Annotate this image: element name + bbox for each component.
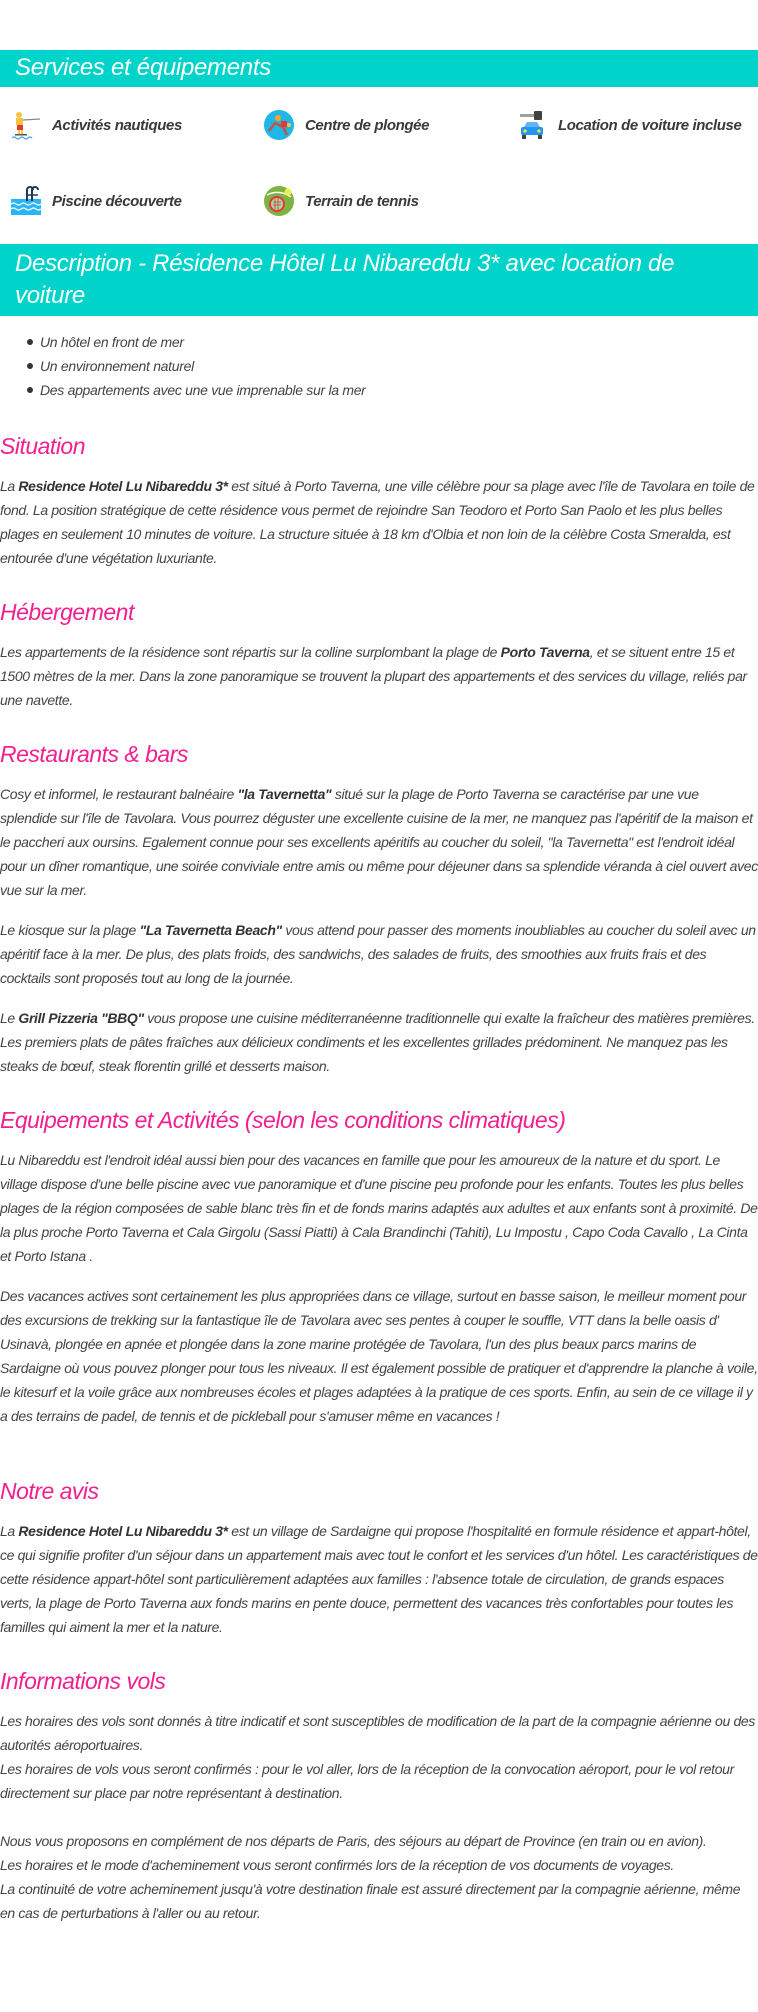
service-item-tennis	[263, 185, 516, 217]
hotel-name: Residence Hotel Lu Nibareddu 3*	[18, 1523, 228, 1539]
services-header: Services et équipements	[0, 50, 758, 87]
car-key-icon	[516, 109, 548, 141]
service-label: Piscine découverte	[52, 192, 182, 210]
pool-icon	[10, 185, 42, 217]
highlights-list	[0, 330, 758, 402]
equipements-text-1: Lu Nibareddu est l'endroit idéal aussi bien pour des vacances en famille que pour les amoureux de la nature et du sport. Le village dispose d'une belle piscine avec vue panoramique et d'une piscine peu profonde pour les enfants. Toutes les plus belles plages de la région composées de sable blanc très fin et de fonds marins adaptés aux adultes et aux enfants sont à proximité. De la plus proche Porto Taverna et Cala Girgolu (Sassi Piatti) à Cala Brandinchi (Tahiti), Lu Impostu , Capo Coda Cavallo , La Cinta et Porto Istana .	[0, 1152, 758, 1264]
water-ski-icon	[10, 109, 42, 141]
text: situé sur la plage de Porto Taverna se caractérise par une vue splendide sur l'île de Tavolara. Vous pourrez déguster une excellente cuisine de la mer, ne manquez pas l'apéritif de la maison et le paccheri aux oursins. Egalement connue pour ses excellents apéritifs au coucher du soleil, "la Tavernetta" est l'endroit idéal pour un dîner romantique, une soirée conviviale entre amis ou même pour déjeuner dans sa splendide véranda à ciel ouvert avec vue sur la mer.	[0, 786, 758, 898]
text: est un village de Sardaigne qui propose l'hospitalité en formule résidence et appart-hôtel, ce qui signifie profiter d'un séjour dans un appartement mais avec tout le confort et les services d'un hôtel. Les caractéristiques de cette résidence appart-hôtel sont particulièrement adaptées aux familles : l'absence totale de circulation, de grands espaces verts, la plage de Porto Taverna aux fonds marins en pente douce, permettent des vacances très confortables pour toutes les familles qui aiment la mer et la nature.	[0, 1523, 758, 1635]
service-label: Centre de plongée	[305, 116, 430, 134]
text: La	[0, 1523, 19, 1539]
avis-text	[0, 1519, 758, 1639]
text: Les appartements de la résidence sont répartis sur la colline surplombant la plage de	[0, 644, 501, 660]
place-name: Porto Taverna	[500, 644, 590, 660]
kiosk-name: "La Tavernetta Beach"	[139, 922, 282, 938]
restaurants-text-2	[0, 918, 758, 990]
section-title-avis: Notre avis	[0, 1478, 99, 1504]
service-item-water-sports	[10, 109, 263, 141]
vols-text-2: Les horaires de vols vous seront confirmés : pour le vol aller, lors de la réception de la convocation aéroport, pour le vol retour directement sur place par notre représentant à destination.	[0, 1761, 734, 1801]
list-item: Un environnement naturel	[40, 354, 758, 378]
text: Cosy et informel, le restaurant balnéaire	[0, 786, 238, 802]
equipements-text-2: Des vacances actives sont certainement les plus appropriées dans ce village, surtout en basse saison, le meilleur moment pour des excursions de trekking sur la fantastique île de Tavolara avec ses pentes à couper le souffle, VTT dans la belle oasis d' Usinavà, plongée en apnée et plongée dans la zone marine protégée de Tavolara, l'un des plus beaux parcs marins de Sardaigne où vous pouvez plonger pour tous les niveaux. Il est également possible de pratiquer et d'apprendre la planche à voile, le kitesurf et la voile grâce aux nombreuses écoles et plages adaptées à la pratique de ces sports. Enfin, au sein de ce village il y a des terrains de padel, de tennis et de pickleball pour s'amuser même en vacances !	[0, 1288, 758, 1424]
service-item-car-rental	[516, 109, 758, 141]
text: Le	[0, 1010, 19, 1026]
section-title-vols: Informations vols	[0, 1668, 166, 1694]
text: vous attend pour passer des moments inoubliables au coucher du soleil avec un apéritif face à la mer. De plus, des plats froids, des sandwichs, des salades de fruits, des smoothies aux fruits frais et des cocktails sont proposés tout au long de la journée.	[0, 922, 756, 986]
tennis-icon	[263, 185, 295, 217]
vols-text-5: La continuité de votre acheminement jusqu'à votre destination finale est assuré directement par la compagnie aérienne, même en cas de perturbations à l'aller ou au retour.	[0, 1881, 741, 1921]
diving-icon	[263, 109, 295, 141]
service-label: Location de voiture incluse	[558, 116, 742, 134]
hebergement-text	[0, 640, 758, 712]
vols-text-1: Les horaires des vols sont donnés à titre indicatif et sont susceptibles de modification de la part de la compagnie aérienne ou des autorités aéroportuaires.	[0, 1713, 755, 1753]
services-grid	[0, 87, 758, 244]
section-title-restaurants: Restaurants & bars	[0, 741, 188, 767]
text: La	[0, 478, 19, 494]
section-title-equipements: Equipements et Activités (selon les conditions climatiques)	[0, 1107, 566, 1133]
vols-text-3: Nous vous proposons en complément de nos départs de Paris, des séjours au départ de Province (en train ou en avion).	[0, 1833, 707, 1849]
restaurants-text-1	[0, 782, 758, 902]
list-item: Des appartements avec une vue imprenable sur la mer	[40, 378, 758, 402]
service-label: Terrain de tennis	[305, 192, 419, 210]
page	[0, 50, 758, 1925]
grill-name: Grill Pizzeria "BBQ"	[18, 1010, 144, 1026]
list-item: Un hôtel en front de mer	[40, 330, 758, 354]
situation-text	[0, 474, 758, 570]
service-item-pool	[10, 185, 263, 217]
text: , et se situent entre 15 et 1500 mètres de la mer. Dans la zone panoramique se trouvent la plupart des appartements et des services du village, reliés par une navette.	[0, 644, 747, 708]
restaurants-text-3	[0, 1006, 758, 1078]
section-title-hebergement: Hébergement	[0, 599, 134, 625]
description-header: Description - Résidence Hôtel Lu Nibareddu 3* avec location de voiture	[0, 244, 758, 316]
service-label: Activités nautiques	[52, 116, 182, 134]
text: Le kiosque sur la plage	[0, 922, 140, 938]
text: vous propose une cuisine méditerranéenne traditionnelle qui exalte la fraîcheur des matières premières. Les premiers plats de pâtes fraîches aux délicieux condiments et les excellentes grillades prédominent. Ne manquez pas les steaks de bœuf, steak florentin grillé et desserts maison.	[0, 1010, 755, 1074]
hotel-name: Residence Hotel Lu Nibareddu 3*	[18, 478, 228, 494]
service-item-diving	[263, 109, 516, 141]
vols-text-4: Les horaires et le mode d'acheminement vous seront confirmés lors de la réception de vos documents de voyages.	[0, 1857, 674, 1873]
text: est situé à Porto Taverna, une ville célèbre pour sa plage avec l'île de Tavolara en toile de fond. La position stratégique de cette résidence vous permet de rejoindre San Teodoro et Porto San Paolo et les plus belles plages en seulement 10 minutes de voiture. La structure située à 18 km d'Olbia et non loin de la célèbre Costa Smeralda, est entourée d'une végétation luxuriante.	[0, 478, 755, 566]
restaurant-name: "la Tavernetta"	[237, 786, 332, 802]
section-title-situation: Situation	[0, 433, 86, 459]
